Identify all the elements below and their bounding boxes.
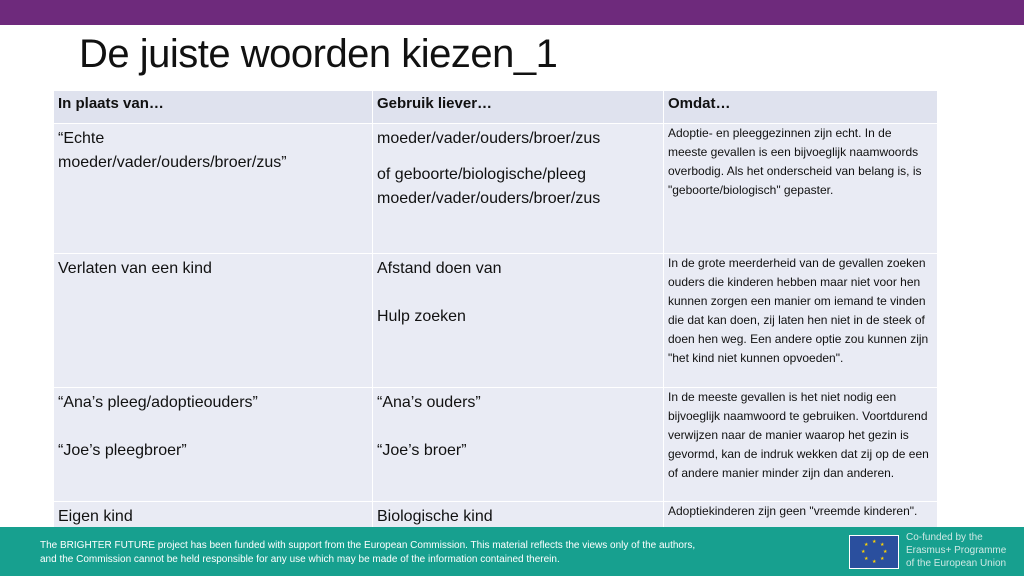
cell-use: [373, 124, 664, 254]
top-band: [0, 0, 1024, 25]
eu-cofunded-label: [906, 531, 1006, 570]
cell-use: [373, 254, 664, 388]
cell-because: In de grote meerderheid van de gevallen zoeken ouders die kinderen hebben maar niet voor hen kunnen zorgen een manier om iemand te vinden die dat kan doen, zij laten hen niet in de steek of doen hen weg. Een andere optie zou kunnen zijn "het kind niet kunnen opvoeden".: [664, 254, 938, 388]
cell-because: In de meeste gevallen is het niet nodig een bijvoeglijk naamwoord te gebruiken. Voortdurend verwijzen naar de manier waarop het gezin is gevormd, kan de indruk wekken dat zij op de een of andere manier minder zijn dan anderen.: [664, 388, 938, 502]
disclaimer-line: The BRIGHTER FUTURE project has been funded with support from the European Commission. This material reflects the views only of the authors,: [40, 540, 696, 551]
header-instead-of: In plaats van…: [54, 91, 373, 124]
eu-flag-icon: ★ ★ ★ ★ ★ ★ ★ ★: [849, 535, 899, 569]
table-row: [54, 124, 938, 254]
eu-line: Co-funded by the: [906, 532, 983, 543]
cell-instead: Eigen kind: [54, 502, 373, 538]
words-table: [53, 90, 938, 538]
cell-text: “Ana’s pleeg/adoptieouders”: [58, 394, 258, 411]
cell-text: “Ana’s ouders”: [377, 394, 481, 411]
page-title: De juiste woorden kiezen_1: [79, 32, 558, 76]
cell-text: “Echte moeder/vader/ouders/broer/zus”: [58, 130, 287, 171]
cell-use: [373, 388, 664, 502]
header-use-rather: Gebruik liever…: [373, 91, 664, 124]
header-because: Omdat…: [664, 91, 938, 124]
cell-text: Hulp zoeken: [377, 308, 466, 325]
eu-line: Erasmus+ Programme: [906, 545, 1007, 556]
cell-use: Biologische kind: [373, 502, 664, 538]
disclaimer-line: and the Commission cannot be held responsible for any use which may be made of the information contained therein.: [40, 554, 560, 565]
cell-because: Adoptiekinderen zijn geen "vreemde kinderen".: [664, 502, 938, 538]
funding-disclaimer: [40, 539, 695, 567]
cell-text: “Joe’s pleegbroer”: [58, 442, 187, 459]
table-row: [54, 254, 938, 388]
cell-text: moeder/vader/ouders/broer/zus: [377, 130, 601, 147]
cell-because: Adoptie- en pleeggezinnen zijn echt. In de meeste gevallen is een bijvoeglijk naamwoords overbodig. Als het onderscheid van belang is, is "geboorte/biologisch" gepaster.: [664, 124, 938, 254]
cell-instead: Verlaten van een kind: [54, 254, 373, 388]
table-header-row: [54, 91, 938, 124]
cell-text: of geboorte/biologische/pleeg moeder/vader/ouders/broer/zus: [377, 166, 601, 207]
table-row: [54, 388, 938, 502]
cell-instead: [54, 388, 373, 502]
cell-text: Afstand doen van: [377, 260, 502, 277]
eu-line: of the European Union: [906, 558, 1007, 569]
cell-text: “Joe’s broer”: [377, 442, 467, 459]
cell-instead: [54, 124, 373, 254]
